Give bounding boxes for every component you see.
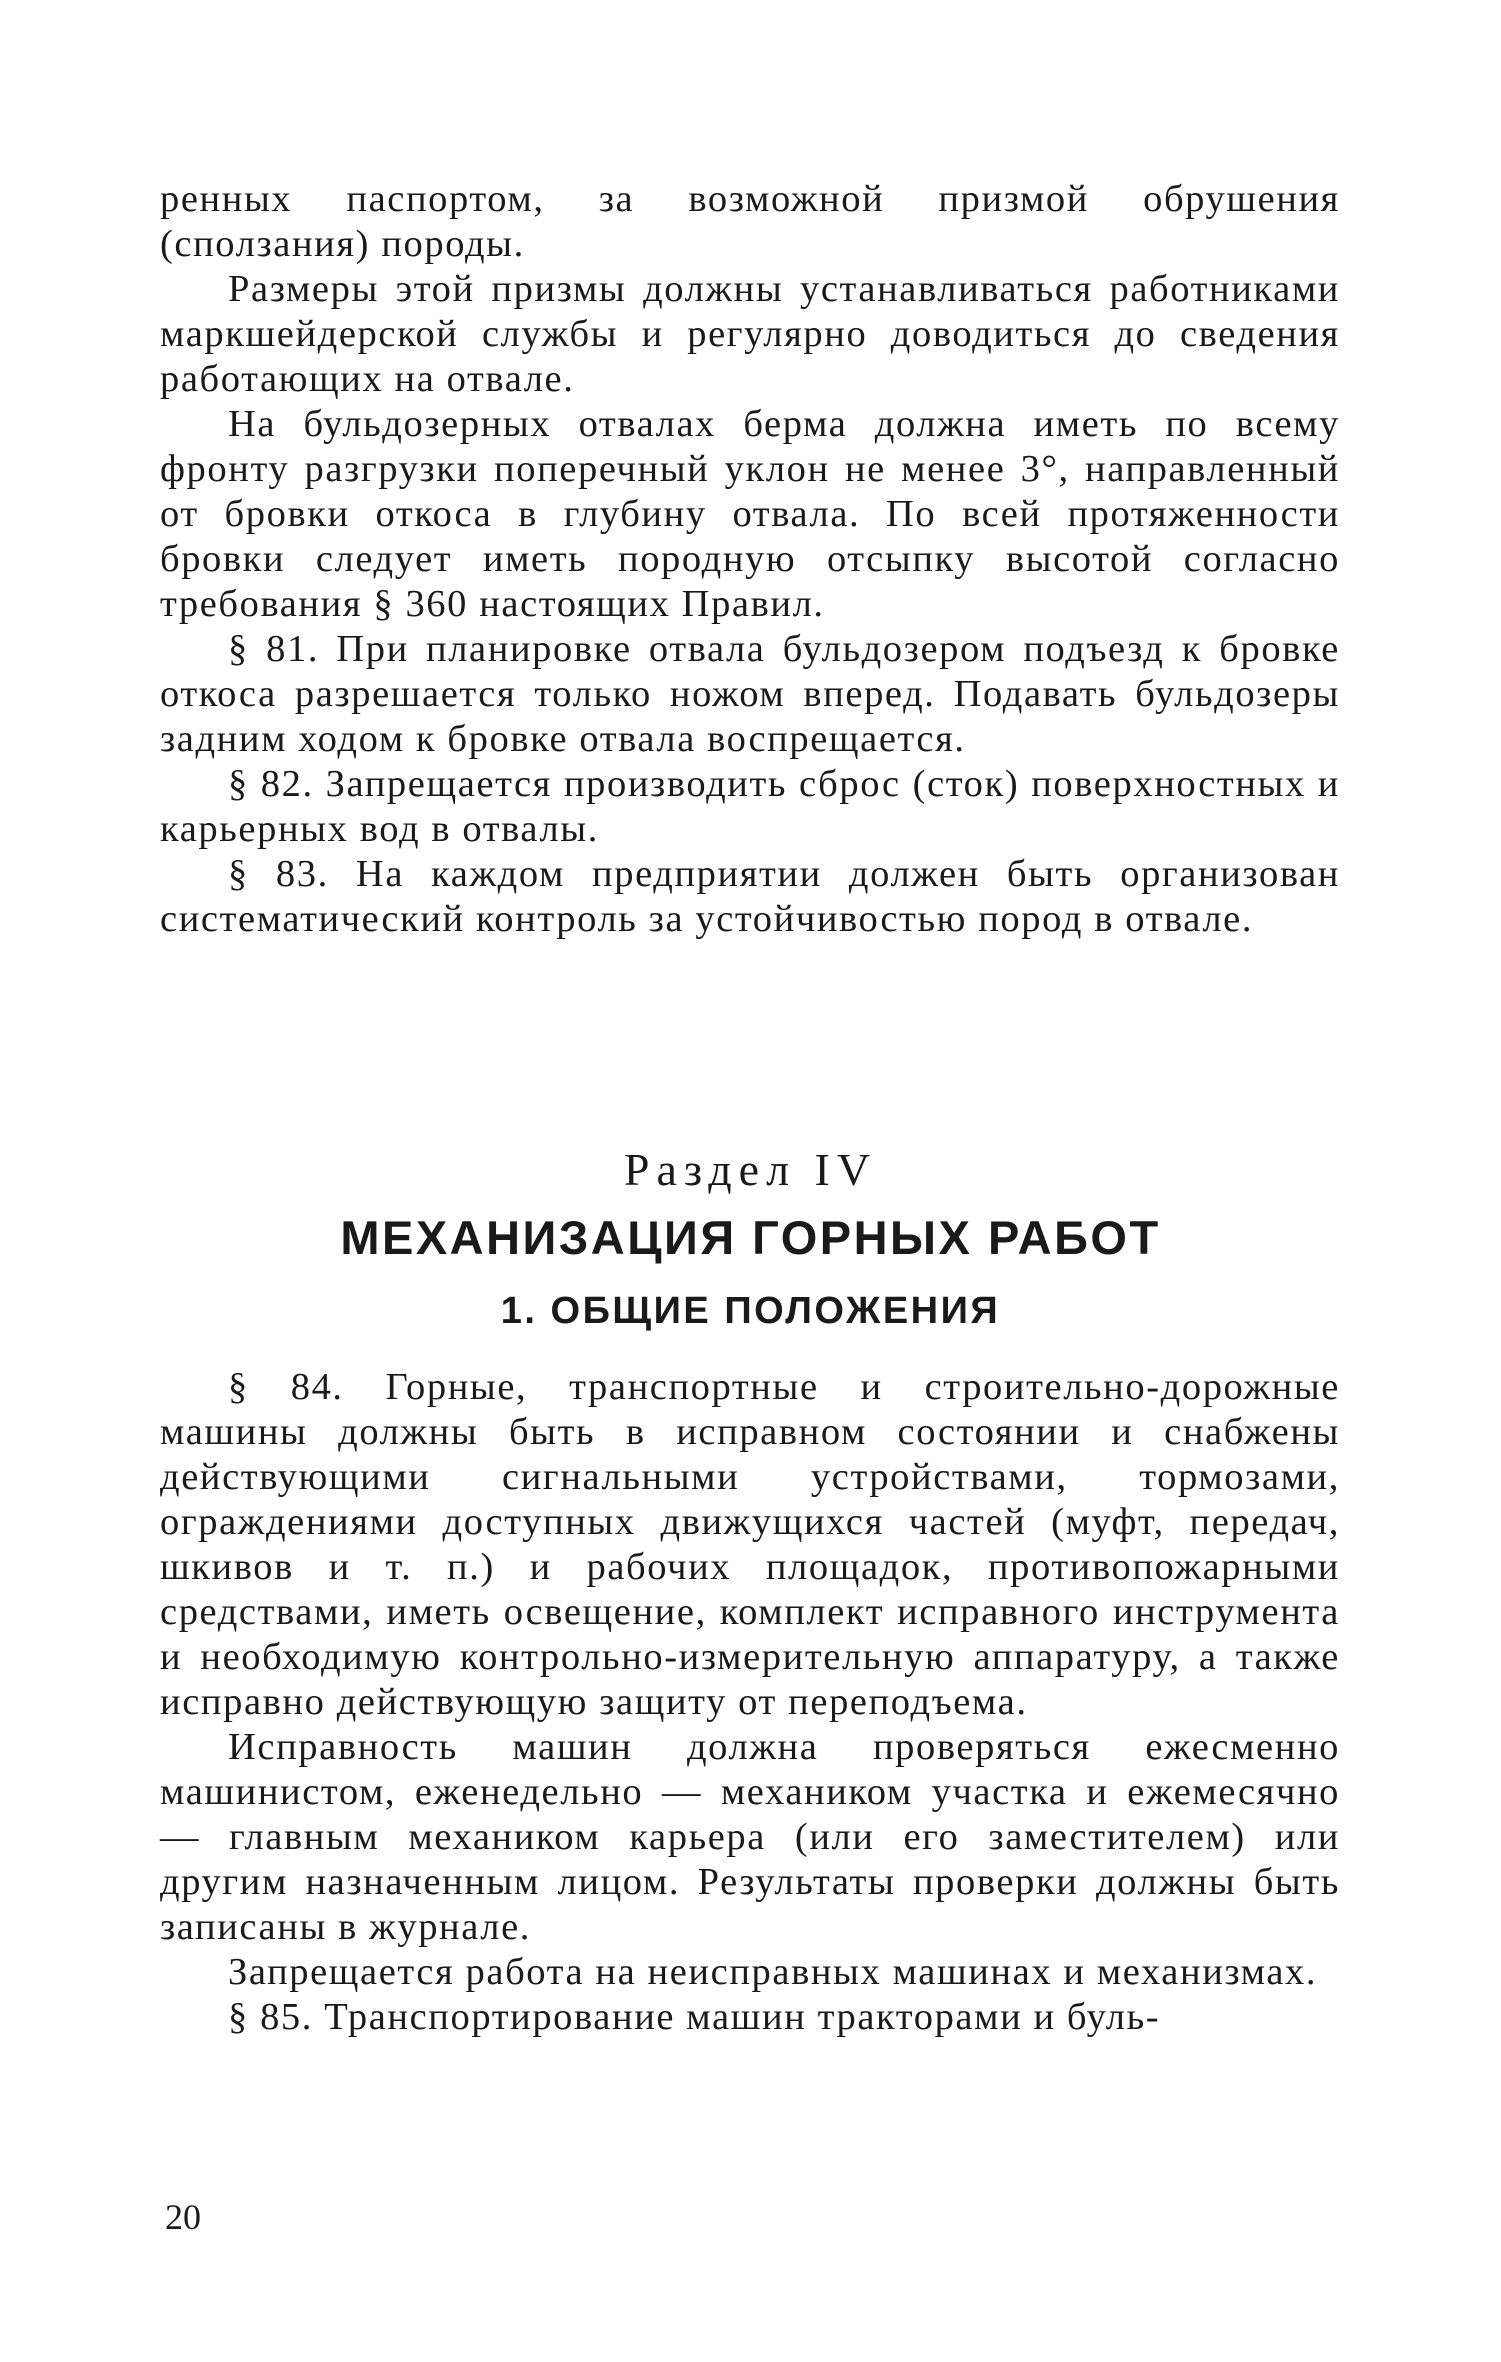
paragraph-section-82: § 82. Запрещается производить сброс (сток) поверхностных и карьерных вод в отвалы.	[160, 763, 1340, 850]
paragraph-section-81: § 81. При планировке отвала бульдозером подъезд к бровке откоса разрешается только ножом вперед. Подавать бульдозеры задним ходом к бровке отвала воспрещается.	[160, 628, 1340, 760]
top-text-block	[160, 177, 1340, 942]
paragraph-bulldozer-dumps: На бульдозерных отвалах берма должна иметь по всему фронту разгрузки поперечный уклон не менее 3°, направленный от бровки откоса в глубину отвала. По всей протяженности бровки следует иметь породную отсыпку высотой согласно требования § 360 настоящих Правил.	[160, 403, 1340, 625]
page-number: 20	[165, 2197, 201, 2237]
paragraph-section-85: § 85. Транспортирование машин тракторами и буль-	[228, 1996, 1161, 2038]
bottom-text-block	[160, 1365, 1340, 2040]
paragraph-section-83: § 83. На каждом предприятии должен быть организован систематический контроль за устойчивостью пород в отвале.	[160, 853, 1340, 940]
paragraph-machine-inspection: Исправность машин должна проверяться ежесменно машинистом, еженедельно — механиком участка и ежемесячно — главным механиком карьера (или его заместителем) или другим назначенным лицом. Результаты проверки должны быть записаны в журнале.	[160, 1726, 1340, 1948]
section-title: МЕХАНИЗАЦИЯ ГОРНЫХ РАБОТ	[340, 1211, 1161, 1264]
paragraph-continuation: ренных паспортом, за возможной призмой обрушения (сползания) породы.	[160, 178, 1340, 265]
subsection-title: 1. ОБЩИЕ ПОЛОЖЕНИЯ	[500, 1290, 1001, 1332]
section-heading: Раздел IV	[623, 1144, 878, 1195]
paragraph-section-84: § 84. Горные, транспортные и строительно-дорожные машины должны быть в исправном состоянии и снабжены действующими сигнальными устройствами, тормозами, ограждениями доступных движущихся частей (муфт, передач, шкивов и т. п.) и рабочих площадок, противопожарными средствами, иметь освещение, комплект исправного инструмента и необходимую контрольно-измерительную аппаратуру, а также исправно действующую защиту от переподъема.	[160, 1366, 1340, 1723]
paragraph-prism-size: Размеры этой призмы должны устанавливаться работниками маркшейдерской службы и регулярно доводиться до сведения работающих на отвале.	[160, 268, 1340, 400]
paragraph-faulty-machines: Запрещается работа на неисправных машинах и механизмах.	[228, 1951, 1318, 1993]
